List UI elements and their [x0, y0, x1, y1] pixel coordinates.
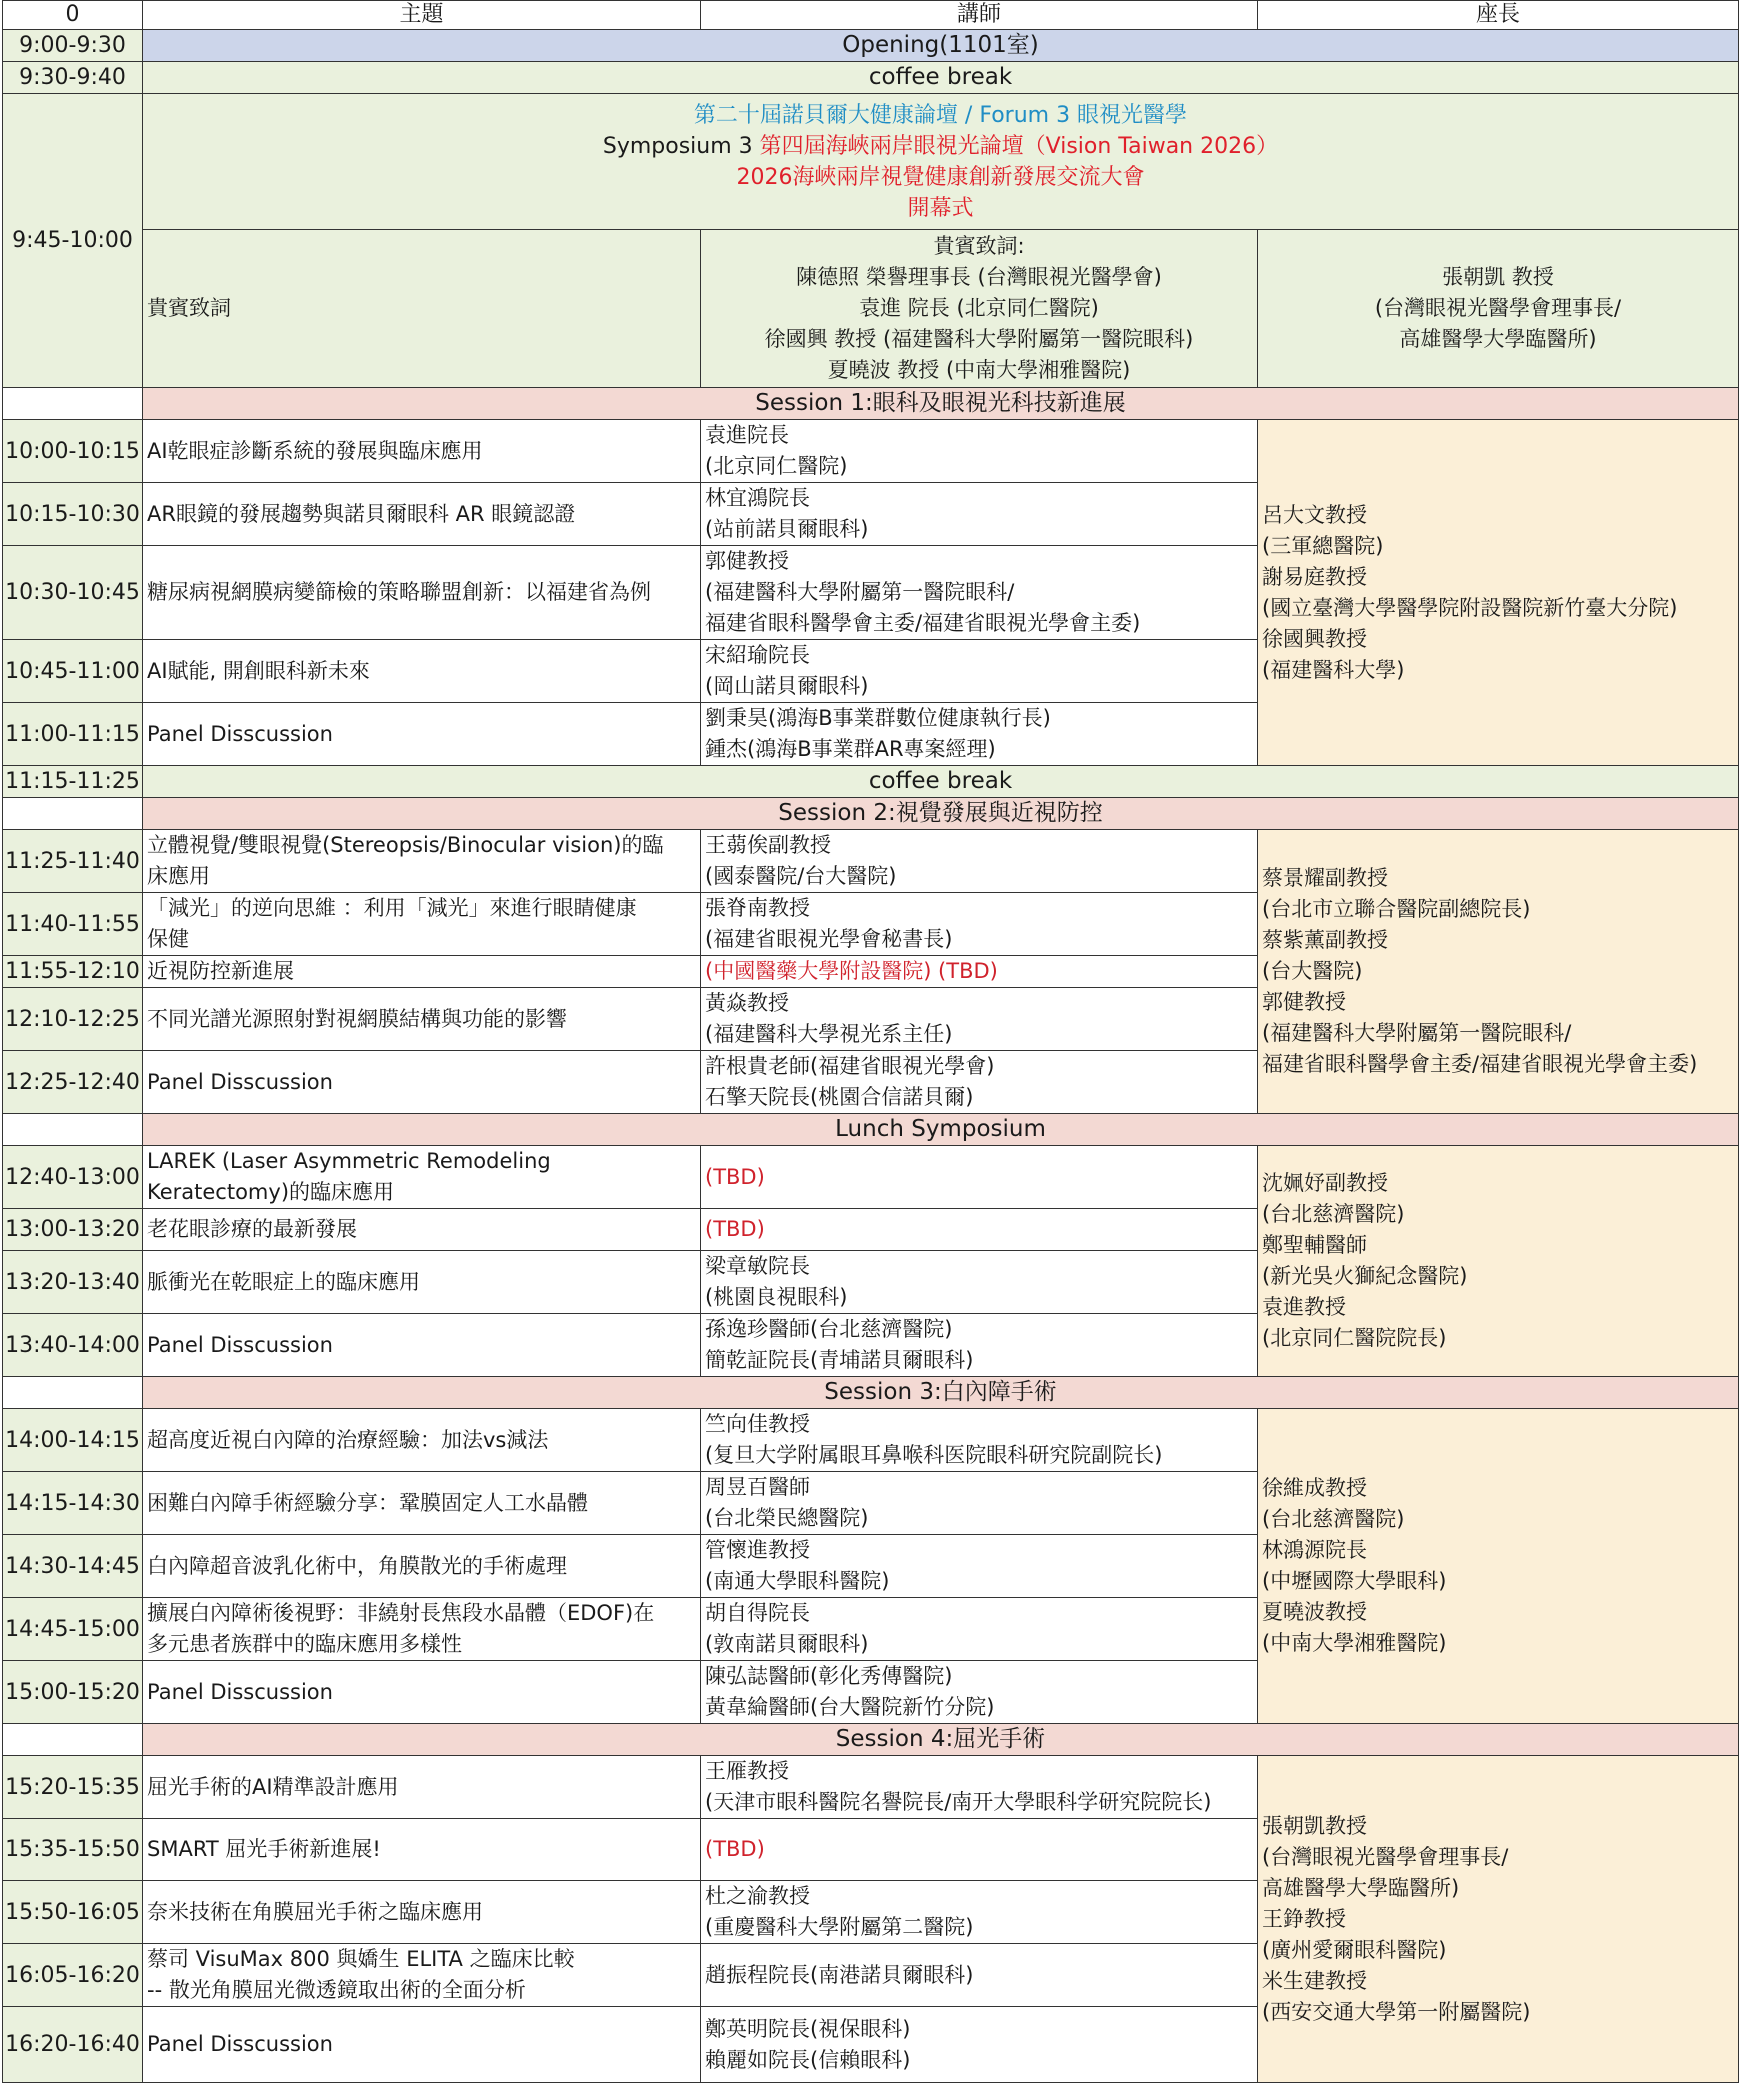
talk-speaker — [701, 1598, 1258, 1661]
topic-line: 糖尿病視網膜病變篩檢的策略聯盟創新：以福建省為例 — [147, 580, 651, 604]
session-chairs — [1258, 420, 1739, 766]
time-cell: 10:30-10:45 — [3, 546, 143, 640]
topic-line: 白內障超音波乳化術中，角膜散光的手術處理 — [147, 1553, 567, 1578]
forum-title-line-4: 開幕式 — [907, 195, 974, 221]
talk-speaker — [701, 1409, 1258, 1472]
symposium-name: 第四屆海峽兩岸眼視光論壇（Vision Taiwan 2026） — [759, 133, 1279, 159]
topic-line: 近視防控新進展 — [147, 959, 294, 983]
chair-line: (台北慈濟醫院) — [1262, 1507, 1405, 1531]
chair-line: (台北市立聯合醫院副總院長) — [1262, 897, 1531, 921]
chair-line: (國立臺灣大學醫學院附設醫院新竹臺大分院) — [1262, 595, 1678, 620]
header-speaker: 講師 — [701, 1, 1258, 30]
talk-row — [3, 420, 1739, 483]
talk-speaker — [701, 893, 1258, 956]
talk-topic — [143, 1881, 701, 1944]
blank-cell — [3, 388, 143, 420]
time-cell: 16:20-16:40 — [3, 2007, 143, 2083]
topic-line: 奈米技術在角膜屈光手術之臨床應用 — [147, 1899, 483, 1924]
speaker-line: 許根貴老師(福建省眼視光學會) — [705, 1054, 995, 1078]
time-cell: 11:55-12:10 — [3, 956, 143, 988]
talk-topic — [143, 1756, 701, 1819]
topic-line: Panel Disscussion — [147, 2032, 333, 2056]
talk-speaker — [701, 1251, 1258, 1314]
talk-row — [3, 1146, 1739, 1209]
talk-topic — [143, 1314, 701, 1377]
talk-topic — [143, 1661, 701, 1724]
time-cell: 9:00-9:30 — [3, 30, 143, 62]
time-cell: 16:05-16:20 — [3, 1944, 143, 2007]
talk-topic — [143, 546, 701, 640]
chair-line: 謝易庭教授 — [1262, 564, 1367, 589]
talk-speaker — [701, 1756, 1258, 1819]
chair-line: 鄭聖輔醫師 — [1262, 1233, 1367, 1257]
speaker-line: 王蒻俟副教授 — [705, 833, 831, 857]
time-cell: 14:30-14:45 — [3, 1535, 143, 1598]
talk-speaker — [701, 1661, 1258, 1724]
talk-topic — [143, 1209, 701, 1251]
chair-line: 蔡景耀副教授 — [1262, 866, 1388, 890]
blank-cell — [3, 1724, 143, 1756]
talk-row — [3, 830, 1739, 893]
time-cell: 15:00-15:20 — [3, 1661, 143, 1724]
talk-topic — [143, 420, 701, 483]
topic-line: 擴展白內障術後視野：非繞射長焦段水晶體（EDOF)在 — [147, 1601, 655, 1625]
schedule-table — [2, 0, 1739, 2083]
speaker-line: 竺向佳教授 — [705, 1412, 810, 1436]
talk-topic — [143, 703, 701, 766]
speaker-line: (天津市眼科醫院名譽院長/南开大學眼科学研究院院长) — [705, 1790, 1212, 1814]
talk-topic — [143, 1598, 701, 1661]
talk-topic — [143, 1409, 701, 1472]
chair-line: (西安交通大學第一附屬醫院) — [1262, 1999, 1531, 2024]
time-cell: 12:40-13:00 — [3, 1146, 143, 1209]
talk-topic — [143, 956, 701, 988]
talk-speaker — [701, 1314, 1258, 1377]
speaker-line: (福建醫科大學附屬第一醫院眼科/ — [705, 580, 1015, 604]
forum-title-line-3: 2026海峽兩岸視覺健康創新發展交流大會 — [736, 164, 1145, 190]
talk-speaker — [701, 640, 1258, 703]
coffee-break-label: coffee break — [143, 766, 1739, 798]
speaker-line: 簡乾証院長(青埔諾貝爾眼科) — [705, 1348, 974, 1372]
guest-speakers — [701, 230, 1258, 388]
time-cell: 14:00-14:15 — [3, 1409, 143, 1472]
time-cell: 9:30-9:40 — [3, 62, 143, 94]
guest-chair-line: 高雄醫學大學臨醫所) — [1399, 327, 1597, 351]
topic-line: -- 散光角膜屈光微透鏡取出術的全面分析 — [147, 1978, 526, 2002]
speaker-line: (桃園良視眼科) — [705, 1285, 848, 1309]
symposium-label: Symposium 3 — [602, 133, 760, 159]
coffee-break-label: coffee break — [143, 62, 1739, 94]
talk-topic — [143, 1051, 701, 1114]
session-header-row — [3, 388, 1739, 420]
session-title: Session 4:屈光手術 — [143, 1724, 1739, 1756]
topic-line: 「減光」的逆向思維 ：利用「減光」來進行眼睛健康 — [147, 896, 637, 920]
time-cell: 14:15-14:30 — [3, 1472, 143, 1535]
speaker-line: (福建省眼視光學會秘書長) — [705, 927, 953, 951]
guest-speakers-line: 陳德照 榮譽理事長 (台灣眼視光醫學會) — [796, 265, 1162, 289]
time-cell: 13:00-13:20 — [3, 1209, 143, 1251]
chair-line: 張朝凱教授 — [1262, 1813, 1367, 1838]
speaker-line: 林宜鴻院長 — [705, 486, 810, 510]
topic-line: 脈衝光在乾眼症上的臨床應用 — [147, 1269, 420, 1294]
chair-line: (中南大學湘雅醫院) — [1262, 1631, 1447, 1655]
time-cell: 15:35-15:50 — [3, 1819, 143, 1881]
time-cell: 10:15-10:30 — [3, 483, 143, 546]
speaker-line: 黃焱教授 — [705, 991, 789, 1015]
topic-line: LAREK (Laser Asymmetric Remodeling — [147, 1149, 551, 1173]
blank-cell — [3, 1377, 143, 1409]
topic-line: Panel Disscussion — [147, 721, 333, 746]
session-header-row — [3, 1724, 1739, 1756]
time-cell: 15:50-16:05 — [3, 1881, 143, 1944]
speaker-line: (福建醫科大學視光系主任) — [705, 1022, 953, 1046]
guest-speakers-line: 徐國興 教授 (福建醫科大學附屬第一醫院眼科) — [764, 327, 1194, 351]
chair-line: 郭健教授 — [1262, 990, 1346, 1014]
talk-topic — [143, 1819, 701, 1881]
time-cell: 10:45-11:00 — [3, 640, 143, 703]
chair-line: 袁進教授 — [1262, 1295, 1346, 1319]
talk-topic — [143, 640, 701, 703]
coffee-break-row — [3, 766, 1739, 798]
talk-topic — [143, 830, 701, 893]
topic-line: 保健 — [147, 927, 189, 951]
topic-line: SMART 屈光手術新進展! — [147, 1837, 381, 1861]
speaker-line: 管懷進教授 — [705, 1538, 810, 1562]
guest-chair-line: (台灣眼視光醫學會理事長/ — [1374, 296, 1622, 320]
chair-line: (福建醫科大學) — [1262, 657, 1405, 682]
opening-label: Opening(1101室) — [143, 30, 1739, 62]
talk-speaker — [701, 1051, 1258, 1114]
speaker-line: 郭健教授 — [705, 549, 789, 573]
talk-speaker — [701, 1209, 1258, 1251]
speaker-line: 袁進院長 — [705, 423, 789, 447]
talk-speaker — [701, 1146, 1258, 1209]
session-chairs — [1258, 830, 1739, 1114]
coffee-break-row — [3, 62, 1739, 94]
time-cell: 14:45-15:00 — [3, 1598, 143, 1661]
speaker-line: 宋紹瑜院長 — [705, 643, 810, 667]
time-cell: 11:15-11:25 — [3, 766, 143, 798]
talk-topic — [143, 1146, 701, 1209]
talk-row — [3, 1409, 1739, 1472]
chair-line: 林鴻源院長 — [1262, 1538, 1367, 1562]
talk-speaker — [701, 483, 1258, 546]
speaker-line: 鄭英明院長(視保眼科) — [705, 2016, 911, 2041]
guest-speakers-line: 夏曉波 教授 (中南大學湘雅醫院) — [827, 358, 1131, 382]
talk-topic — [143, 1472, 701, 1535]
speaker-line: 張脊南教授 — [705, 896, 810, 920]
speaker-line: 周昱百醫師 — [705, 1475, 810, 1499]
session-title: Lunch Symposium — [143, 1114, 1739, 1146]
talk-topic — [143, 988, 701, 1051]
talk-topic — [143, 1944, 701, 2007]
talk-speaker — [701, 1472, 1258, 1535]
talk-speaker — [701, 1535, 1258, 1598]
speaker-line: (國泰醫院/台大醫院) — [705, 864, 897, 888]
topic-line: 床應用 — [147, 864, 210, 888]
guest-speech-row — [3, 230, 1739, 388]
topic-line: 不同光譜光源照射對視網膜結構與功能的影響 — [147, 1006, 567, 1031]
talk-topic — [143, 1251, 701, 1314]
speaker-line: (台北榮民總醫院) — [705, 1506, 869, 1530]
header-chair: 座長 — [1258, 1, 1739, 30]
talk-topic — [143, 893, 701, 956]
chair-line: (台北慈濟醫院) — [1262, 1202, 1405, 1226]
chair-line: 徐國興教授 — [1262, 626, 1367, 651]
topic-line: 屈光手術的AI精準設計應用 — [147, 1774, 399, 1799]
speaker-line: (敦南諾貝爾眼科) — [705, 1632, 869, 1656]
session-header-row — [3, 798, 1739, 830]
time-cell: 12:10-12:25 — [3, 988, 143, 1051]
topic-line: Panel Disscussion — [147, 1069, 333, 1094]
talk-speaker — [701, 420, 1258, 483]
guest-chair — [1258, 230, 1739, 388]
talk-topic — [143, 2007, 701, 2083]
guest-speakers-line: 貴賓致詞: — [933, 234, 1025, 258]
speaker-line: (北京同仁醫院) — [705, 454, 848, 478]
topic-line: 老花眼診療的最新發展 — [147, 1217, 357, 1241]
topic-line: AI賦能, 開創眼科新未來 — [147, 658, 370, 683]
forum-title-line-1: 第二十屆諾貝爾大健康論壇 / Forum 3 眼視光醫學 — [693, 102, 1188, 128]
chair-line: (中壢國際大學眼科) — [1262, 1569, 1447, 1593]
speaker-line: 鍾杰(鴻海B事業群AR專案經理) — [705, 737, 996, 761]
topic-line: 立體視覺/雙眼視覺(Stereopsis/Binocular vision)的臨 — [147, 833, 664, 857]
speaker-line: 劉秉昊(鴻海B事業群數位健康執行長) — [705, 706, 1051, 730]
speaker-line: 胡自得院長 — [705, 1601, 810, 1625]
time-cell: 10:00-10:15 — [3, 420, 143, 483]
guest-speech-topic: 貴賓致詞 — [143, 230, 701, 388]
time-cell: 11:25-11:40 — [3, 830, 143, 893]
speaker-line: (TBD) — [705, 1164, 765, 1189]
chair-line: (廣州愛爾眼科醫院) — [1262, 1937, 1447, 1962]
forum-title-row — [3, 94, 1739, 230]
speaker-line: 陳弘誌醫師(彰化秀傳醫院) — [705, 1664, 953, 1688]
topic-line: Panel Disscussion — [147, 1332, 333, 1357]
session-chairs — [1258, 1756, 1739, 2083]
speaker-line: (TBD) — [705, 1837, 765, 1861]
talk-row — [3, 1756, 1739, 1819]
session-title: Session 1:眼科及眼視光科技新進展 — [143, 388, 1739, 420]
talk-speaker — [701, 956, 1258, 988]
speaker-line: (站前諾貝爾眼科) — [705, 517, 869, 541]
time-cell: 11:00-11:15 — [3, 703, 143, 766]
speaker-line: 福建省眼科醫學會主委/福建省眼視光學會主委) — [705, 611, 1141, 635]
session-chairs — [1258, 1409, 1739, 1724]
chair-line: 福建省眼科醫學會主委/福建省眼視光學會主委) — [1262, 1052, 1698, 1076]
talk-speaker — [701, 546, 1258, 640]
topic-line: 超高度近視白內障的治療經驗：加法vs減法 — [147, 1427, 549, 1452]
forum-title — [143, 94, 1739, 230]
opening-row — [3, 30, 1739, 62]
speaker-line: 杜之渝教授 — [705, 1884, 810, 1908]
session-header-row — [3, 1114, 1739, 1146]
talk-speaker — [701, 1819, 1258, 1881]
chair-line: (台大醫院) — [1262, 959, 1363, 983]
header-topic: 主題 — [143, 1, 701, 30]
speaker-line: 石擎天院長(桃園合信諾貝爾) — [705, 1085, 974, 1109]
speaker-line: (中國醫藥大學附設醫院) (TBD) — [705, 959, 998, 983]
forum-title-line-2 — [147, 131, 1734, 162]
talk-topic — [143, 483, 701, 546]
session-title: Session 3:白內障手術 — [143, 1377, 1739, 1409]
speaker-line: (复旦大学附属眼耳鼻喉科医院眼科研究院副院长) — [705, 1443, 1163, 1467]
time-cell: 15:20-15:35 — [3, 1756, 143, 1819]
guest-speakers-line: 袁進 院長 (北京同仁醫院) — [859, 296, 1099, 320]
chair-line: (福建醫科大學附屬第一醫院眼科/ — [1262, 1021, 1572, 1045]
chair-line: 呂大文教授 — [1262, 502, 1367, 527]
speaker-line: (岡山諾貝爾眼科) — [705, 674, 869, 698]
chair-line: 徐維成教授 — [1262, 1476, 1367, 1500]
talk-speaker — [701, 1881, 1258, 1944]
speaker-line: (TBD) — [705, 1217, 765, 1241]
header-corner: 0 — [3, 1, 143, 30]
speaker-line: 梁章敏院長 — [705, 1254, 810, 1278]
talk-speaker — [701, 703, 1258, 766]
speaker-line: 王雁教授 — [705, 1759, 789, 1783]
chair-line: (台灣眼視光醫學會理事長/ — [1262, 1844, 1509, 1869]
speaker-line: 趙振程院長(南港諾貝爾眼科) — [705, 1962, 974, 1987]
chair-line: 王錚教授 — [1262, 1906, 1346, 1931]
topic-line: Keratectomy)的臨床應用 — [147, 1180, 395, 1204]
blank-cell — [3, 798, 143, 830]
talk-speaker — [701, 1944, 1258, 2007]
header-row — [3, 1, 1739, 30]
blank-cell — [3, 1114, 143, 1146]
time-cell: 12:25-12:40 — [3, 1051, 143, 1114]
chair-line: (新光吳火獅紀念醫院) — [1262, 1264, 1468, 1288]
topic-line: Panel Disscussion — [147, 1679, 333, 1704]
time-cell: 9:45-10:00 — [3, 94, 143, 388]
talk-speaker — [701, 2007, 1258, 2083]
speaker-line: 黃韋綸醫師(台大醫院新竹分院) — [705, 1695, 995, 1719]
speaker-line: (南通大學眼科醫院) — [705, 1569, 890, 1593]
session-title: Session 2:視覺發展與近視防控 — [143, 798, 1739, 830]
chair-line: (北京同仁醫院院長) — [1262, 1326, 1447, 1350]
topic-line: 困難白內障手術經驗分享：鞏膜固定人工水晶體 — [147, 1490, 588, 1515]
time-cell: 13:40-14:00 — [3, 1314, 143, 1377]
guest-chair-line: 張朝凱 教授 — [1442, 265, 1554, 289]
speaker-line: (重慶醫科大學附屬第二醫院) — [705, 1915, 974, 1939]
chair-line: 高雄醫學大學臨醫所) — [1262, 1875, 1460, 1900]
talk-speaker — [701, 988, 1258, 1051]
topic-line: AI乾眼症診斷系統的發展與臨床應用 — [147, 438, 483, 463]
session-header-row — [3, 1377, 1739, 1409]
talk-speaker — [701, 830, 1258, 893]
topic-line: 蔡司 VisuMax 800 與嬌生 ELITA 之臨床比較 — [147, 1947, 575, 1971]
talk-topic — [143, 1535, 701, 1598]
chair-line: 米生建教授 — [1262, 1968, 1367, 1993]
topic-line: AR眼鏡的發展趨勢與諾貝爾眼科 AR 眼鏡認證 — [147, 501, 576, 526]
chair-line: (三軍總醫院) — [1262, 533, 1384, 558]
speaker-line: 賴麗如院長(信賴眼科) — [705, 2047, 911, 2072]
chair-line: 夏曉波教授 — [1262, 1600, 1367, 1624]
time-cell: 11:40-11:55 — [3, 893, 143, 956]
chair-line: 蔡紫薰副教授 — [1262, 928, 1388, 952]
time-cell: 13:20-13:40 — [3, 1251, 143, 1314]
topic-line: 多元患者族群中的臨床應用多樣性 — [147, 1632, 462, 1656]
speaker-line: 孫逸珍醫師(台北慈濟醫院) — [705, 1317, 953, 1341]
session-chairs — [1258, 1146, 1739, 1377]
chair-line: 沈姵妤副教授 — [1262, 1171, 1388, 1195]
